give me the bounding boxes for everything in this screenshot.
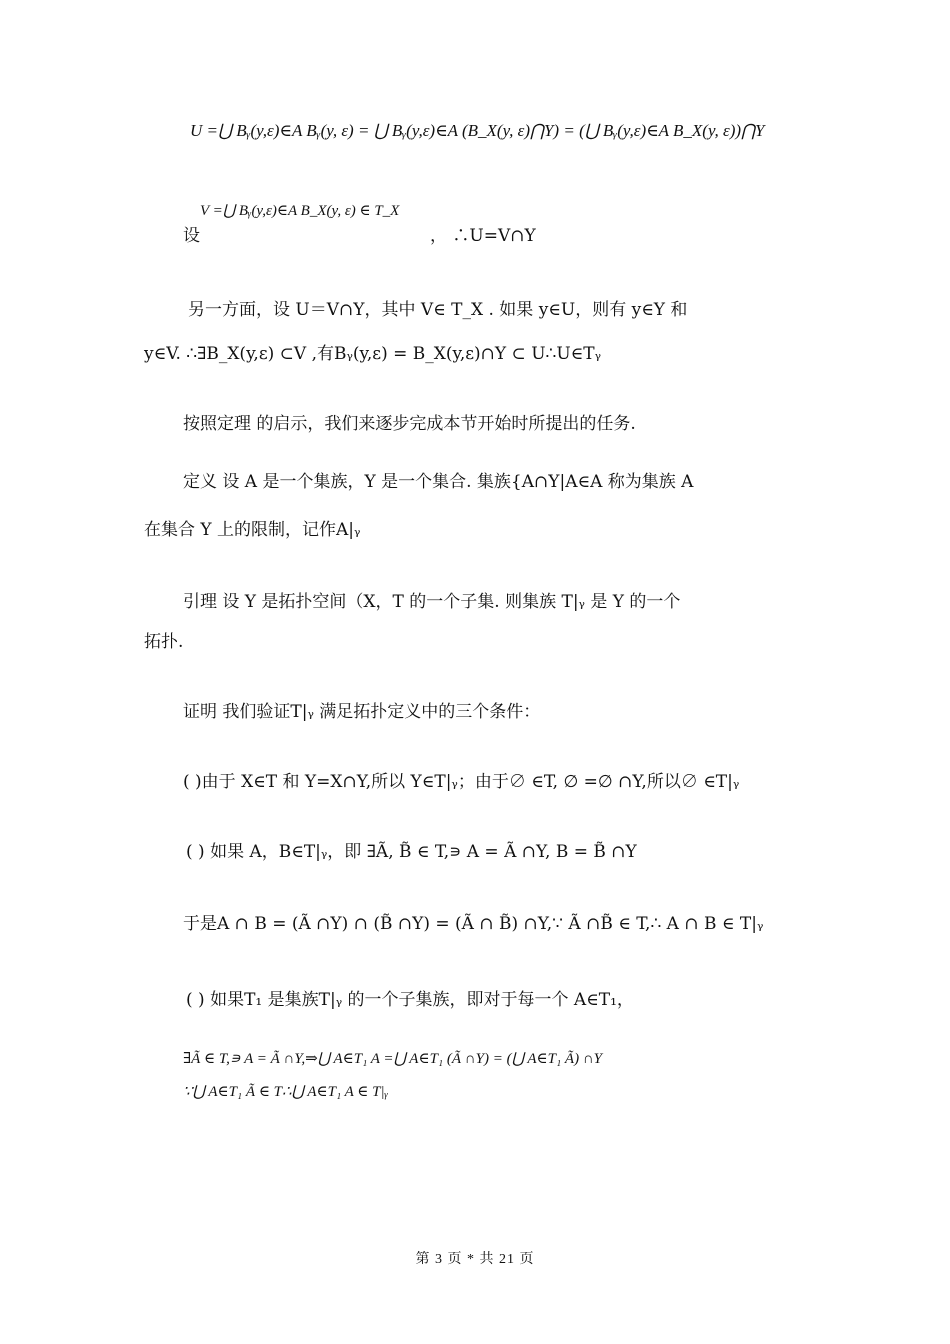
text-therefore-u: ， ∴U=V∩Y: [430, 226, 536, 246]
paragraph-theorem-hint: 按照定理 的启示，我们来逐步完成本节开始时所提出的任务.: [183, 414, 636, 434]
condition-3: ( ) 如果T₁ 是集族T|ᵧ 的一个子集族，即对于每一个 A∈T₁，: [186, 990, 634, 1010]
condition-1: ( )由于 X∈T 和 Y=X∩Y,所以 Y∈T|ᵧ；由于∅ ∈T, ∅ =∅ ∩Y,所以∅ ∈T|ᵧ: [183, 772, 740, 792]
condition-2: ( ) 如果 A，B∈T|ᵧ，即 ∃Ã, B̃ ∈ T,∍ A = Ã ∩Y, B = B̃ ∩Y: [186, 842, 637, 862]
page-footer: 第 3 页 * 共 21 页: [415, 1252, 535, 1267]
condition-3-equation: ∃Ã ∈ T,∍ A = Ã ∩Y,⇒⋃ A∈T₁ A =⋃ A∈T₁ (Ã ∩Y) = (⋃ A∈T₁ Ã) ∩Y: [183, 1051, 603, 1067]
definition-line1: 定义 设 A 是一个集族，Y 是一个集合. 集族{A∩Y|A∈A 称为集族 A: [183, 472, 694, 492]
condition-3-conclusion: ∵⋃ A∈T₁ Ã ∈ T∴⋃ A∈T₁ A ∈ T|ᵧ: [183, 1084, 389, 1100]
lemma-line1: 引理 设 Y 是拓扑空间（X，T 的一个子集. 则集族 T|ᵧ 是 Y 的一个: [183, 592, 681, 612]
proof-intro: 证明 我们验证T|ᵧ 满足拓扑定义中的三个条件：: [183, 702, 541, 722]
text-she: 设: [183, 226, 200, 246]
equation-V: V =⋃ Bᵧ(y,ε)∈A B_X(y, ε) ∈ T_X: [200, 203, 400, 219]
definition-line2: 在集合 Y 上的限制，记作A|ᵧ: [144, 520, 361, 540]
paragraph-other-hand-line1: 另一方面，设 U＝V∩Y，其中 V∈ T_X . 如果 y∈U，则有 y∈Y 和: [188, 300, 688, 320]
condition-2-continued: 于是A ∩ B = (Ã ∩Y) ∩ (B̃ ∩Y) = (Ã ∩ B̃) ∩Y,∵ Ã ∩B̃ ∈ T,∴ A ∩ B ∈ T|ᵧ: [183, 914, 764, 934]
lemma-line2: 拓扑.: [144, 632, 184, 652]
paragraph-other-hand-line2: y∈V. ∴∃B_X(y,ε) ⊂V ,有Bᵧ(y,ε) = B_X(y,ε)∩Y ⊂ U∴U∈Tᵧ: [144, 344, 601, 364]
equation-U: U =⋃ Bᵧ(y,ε)∈A Bᵧ(y, ε) = ⋃ Bᵧ(y,ε)∈A (B_X(y, ε)⋂Y) = (⋃ Bᵧ(y,ε)∈A B_X(y, ε))⋂Y: [190, 121, 765, 140]
